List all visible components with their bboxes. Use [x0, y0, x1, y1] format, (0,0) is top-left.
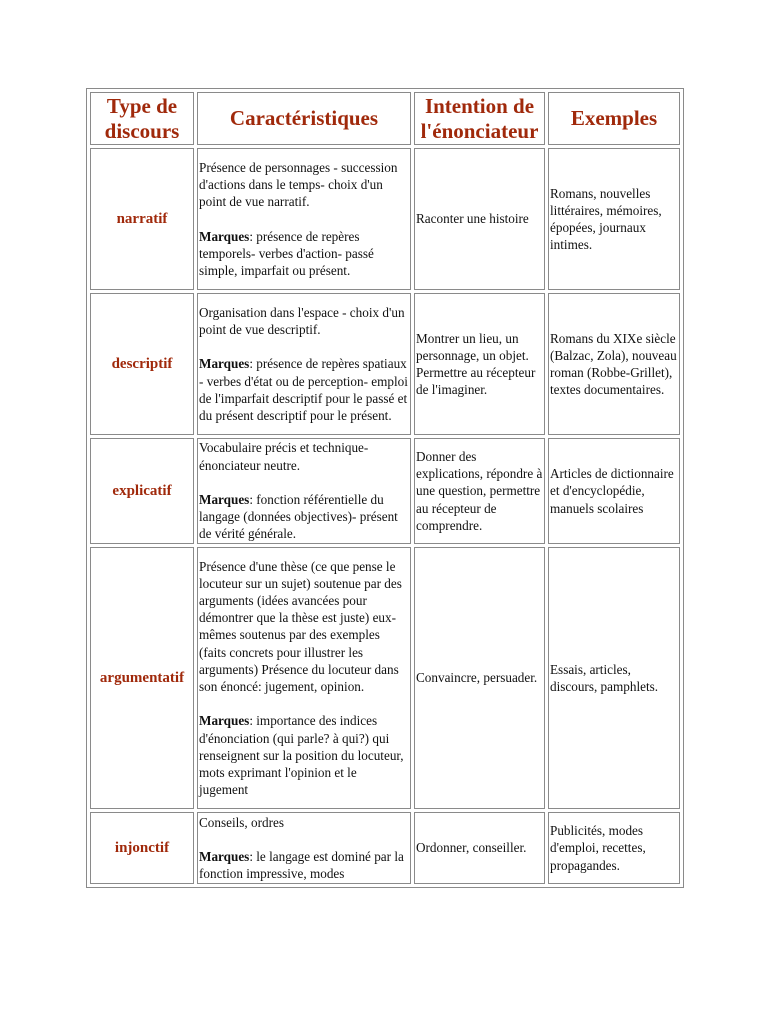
header-exemples: Exemples — [548, 92, 680, 145]
discourse-types-table — [86, 88, 684, 888]
marques-text: : le langage est dominé par la fonction impressive, modes — [199, 849, 404, 882]
marques-paragraph — [199, 712, 409, 798]
marques-label: Marques — [199, 713, 250, 729]
marques-text: : importance des indices d'énonciation (qui parle? à qui?) qui renseignent sur la position du locuteur, mots exprimant l'opinion et le jugement — [199, 713, 404, 798]
header-caracteristiques: Caractéristiques — [197, 92, 411, 145]
marques-label: Marques — [199, 228, 250, 244]
marques-paragraph — [199, 228, 409, 280]
table-row — [90, 148, 680, 290]
caracteristiques-text: Organisation dans l'espace - choix d'un point de vue descriptif. — [199, 304, 405, 338]
row-intention: Raconter une histoire — [414, 148, 545, 290]
row-exemples: Articles de dictionnaire et d'encyclopédie, manuels scolaires — [548, 438, 680, 544]
row-caracteristiques — [197, 293, 411, 435]
row-intention: Donner des explications, répondre à une question, permettre au récepteur de comprendre. — [414, 438, 545, 544]
marques-paragraph — [199, 355, 409, 424]
row-intention: Montrer un lieu, un personnage, un objet. Permettre au récepteur de l'imaginer. — [414, 293, 545, 435]
marques-text: : présence de repères temporels- verbes d'action- passé simple, imparfait ou présent. — [199, 228, 374, 278]
table-row — [90, 438, 680, 544]
document-page — [86, 88, 684, 888]
row-type: injonctif — [90, 812, 194, 884]
header-intention: Intention de l'énonciateur — [414, 92, 545, 145]
cell-clip — [199, 814, 409, 882]
row-exemples: Essais, articles, discours, pamphlets. — [548, 547, 680, 809]
row-type: argumentatif — [90, 547, 194, 809]
row-caracteristiques — [197, 148, 411, 290]
marques-label: Marques — [199, 491, 250, 507]
table-row — [90, 812, 680, 884]
marques-text: : fonction référentielle du langage (données objectives)- présent de vérité générale. — [199, 491, 398, 542]
row-caracteristiques — [197, 547, 411, 809]
row-intention: Convaincre, persuader. — [414, 547, 545, 809]
table-row — [90, 547, 680, 809]
marques-text: : présence de repères spatiaux - verbes d'état ou de perception- emploi de l'imparfait descriptif pour le passé et du présent descriptif pour le présent. — [199, 356, 408, 423]
row-caracteristiques — [197, 812, 411, 884]
caracteristiques-text: Présence de personnages - succession d'actions dans le temps- choix d'un point de vue narratif. — [199, 159, 398, 210]
caracteristiques-text: Présence d'une thèse (ce que pense le locuteur sur un sujet) soutenue par des arguments (idées avancées pour démontrer que la thèse est juste) eux-mêmes soutenus par des exemples (faits concrets pour illustrer les arguments) Présence du locuteur dans son énoncé: jugement, opinion. — [199, 558, 402, 695]
marques-paragraph — [199, 848, 409, 882]
row-intention: Ordonner, conseiller. — [414, 812, 545, 884]
marques-label: Marques — [199, 356, 250, 372]
caracteristiques-text: Vocabulaire précis et technique- énonciateur neutre. — [199, 440, 369, 473]
header-type: Type de discours — [90, 92, 194, 145]
row-type: narratif — [90, 148, 194, 290]
row-exemples: Publicités, modes d'emploi, recettes, propagandes. — [548, 812, 680, 884]
table-header-row — [90, 92, 680, 145]
row-exemples: Romans du XIXe siècle (Balzac, Zola), nouveau roman (Robbe-Grillet), textes documentaires. — [548, 293, 680, 435]
row-exemples: Romans, nouvelles littéraires, mémoires, épopées, journaux intimes. — [548, 148, 680, 290]
caracteristiques-text: Conseils, ordres — [199, 815, 284, 830]
row-type: explicatif — [90, 438, 194, 544]
row-caracteristiques — [197, 438, 411, 544]
marques-label: Marques — [199, 849, 250, 865]
table-row — [90, 293, 680, 435]
row-type: descriptif — [90, 293, 194, 435]
marques-paragraph — [199, 491, 409, 543]
